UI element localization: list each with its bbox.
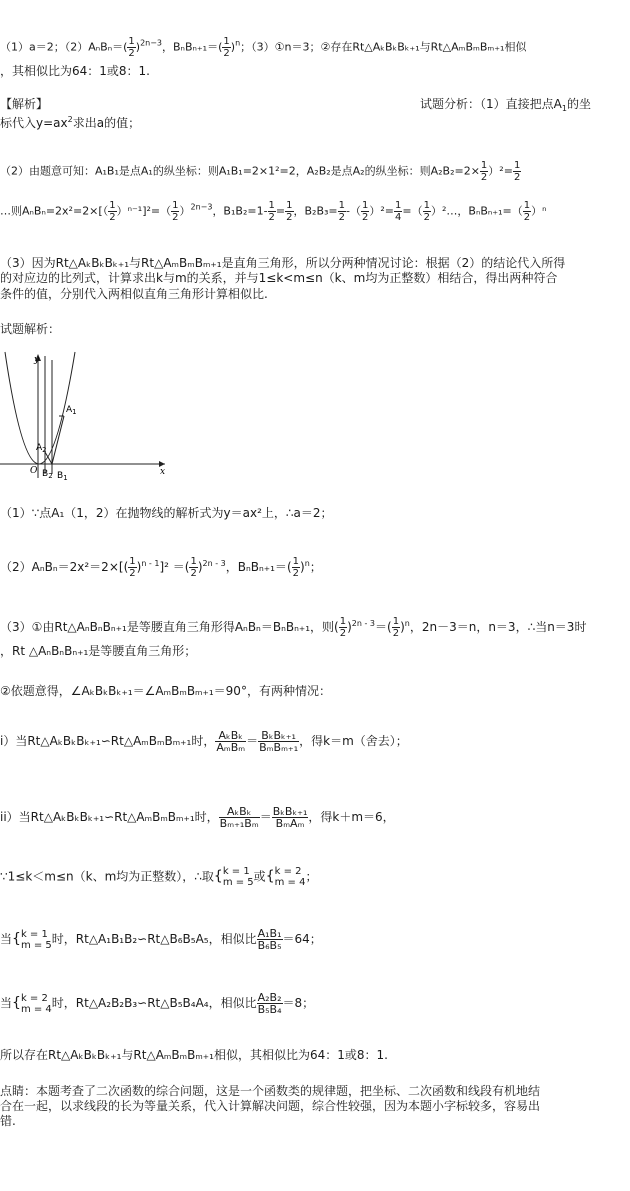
solution-step-2: （2）AₙBₙ＝2x²＝2×[( $\frac{1}{2}$ )$^{n - 1}$]² ＝( $\frac{1}{2}$ )$^{2n - 3}$，BₙBₙ₊₁＝( $\frac{1}{2}$ )$^n$； — [0, 556, 322, 579]
y-axis-label: y — [34, 355, 40, 365]
solution-step-4: ②依题意得，∠AₖBₖBₖ₊₁＝∠AₘBₘBₘ₊₁＝90°，有两种情况： — [0, 684, 331, 698]
analysis-part3-l1: （3）因为Rt△AₖBₖBₖ₊₁与Rt△AₘBₘBₘ₊₁是直角三角形，所以分两种情况讨论：根据（2）的结论代入所得 — [0, 256, 566, 270]
analysis-part2-line1: （2）由题意可知：A₁B₁是点A₁的纵坐标：则A₁B₁=2×1²=2，A₂B₂是点A₂的纵坐标：则A₂B₂=2× $\frac{1}{2}$ ）²= $\frac{1}{2}$ — [0, 160, 521, 183]
solution-step-5: i）当Rt△AₖBₖBₖ₊₁∽Rt△AₘBₘBₘ₊₁时， $\frac{\text{AₖBₖ}}{\text{AₘBₘ}}$ ＝ $\frac{\text{BₖBₖ₊₁}}{\text{BₘBₘ₊₁}}$ ，得k＝m（舍去）； — [0, 729, 408, 754]
comment-line-3: 错. — [0, 1114, 16, 1128]
AnBn-label: AₙBₙ — [88, 40, 113, 54]
solution-step-7: ∵1≤k＜m≤n（k、m均为正整数），∴取{ k = 1 m = 5 或{ k = 2 m = 4 ； — [0, 866, 318, 888]
label-A2: $A_2$ — [36, 443, 47, 454]
origin-label: O — [30, 466, 38, 476]
analysis-part2-line2: …则AₙBₙ=2x²=2×[（ $\frac{1}{2}$ ）ⁿ⁻¹]²=（ $\frac{1}{2}$ ）$^{2n-3}$，B₁B₂=1- $\frac{1}{2}$ = $\frac{1}{2}$ ，B₂B₃= $\frac{1}{2}$ -（ $\frac{1}{2}$ ）²= $\frac{1}{4}$ =（ $\frac{1}{2}$ ）²…，BₙBₙ₊₁=（ $\frac{1}{2}$ ）ⁿ — [0, 200, 547, 223]
answer-line-2: ，其相似比为64：1或8：1. — [0, 64, 150, 78]
label-B2: $B_2$ — [42, 469, 53, 480]
analysis-header: 【解析】 — [0, 97, 49, 111]
solution-header: 试题解析： — [0, 322, 61, 336]
solution-step-6: ii）当Rt△AₖBₖBₖ₊₁∽Rt△AₘBₘBₘ₊₁时， $\frac{\text{AₖBₖ}}{\text{Bₘ₊₁Bₘ}}$ ＝ $\frac{\text{BₖBₖ₊₁}}{\text{BₘAₘ}}$ ，得k＋m＝6， — [0, 805, 395, 830]
analysis-part3-l3: 条件的值，分别代入两相似直角三角形计算相似比. — [0, 287, 268, 301]
label-A1: $A_1$ — [66, 405, 77, 416]
comment-line-1: 点睛：本题考查了二次函数的综合问题，这是一个函数类的规律题，把坐标、二次函数和线段有机地结 — [0, 1084, 541, 1098]
analysis-part3-l2: 的对应边的比列式，计算求出k与m的关系，并与1≤k<m≤n（k、m均为正整数）相结合，得出两种符合 — [0, 271, 558, 285]
answer-part-a: （1）a＝2；（2） — [0, 40, 89, 54]
analysis-line-b: 标代入$y=ax^2$求出a的值； — [0, 115, 141, 130]
half-fraction: $\frac{1}{2}$ — [128, 36, 135, 59]
segment-a1 — [52, 416, 64, 464]
analysis-intro: 试题分析：（1）直接把点$A_1$的坐 — [420, 97, 591, 113]
solution-step-1: （1）∵点A₁（1，2）在抛物线的解析式为y＝ax²上，∴a＝2； — [0, 506, 333, 520]
solution-step-3b: ，Rt △AₙBₙBₙ₊₁是等腰直角三角形； — [0, 644, 197, 658]
exponent: 2n−3 — [140, 38, 163, 48]
comment-line-2: 合在一起，以求线段的长为等量关系，代入计算解决问题，综合性较强，因为本题小字标较多，容易出 — [0, 1099, 541, 1113]
answer-line-1: （1）a＝2；（2）AₙBₙ＝( $\frac{1}{2}$ )$^{2n-3}$，BₙBₙ₊₁＝( $\frac{1}{2}$ )$^n$；（3）①n＝3；②存在Rt△AₖBₖBₖ₊₁与Rt△AₘBₘBₘ₊₁相似 — [0, 36, 527, 59]
solution-step-8: 当{ k = 1 m = 5 时，Rt△A₁B₁B₂∽Rt△B₆B₅A₅，相似比 $\frac{\text{A₁B₁}}{\text{B₆B₅}}$ ＝64； — [0, 927, 322, 952]
solution-conclusion: 所以存在Rt△AₖBₖBₖ₊₁与Rt△AₘBₘBₘ₊₁相似，其相似比为64：1或8：1. — [0, 1048, 388, 1062]
label-B1: $B_1$ — [57, 471, 68, 480]
parabola-graph — [0, 350, 170, 480]
x-axis-label: x — [160, 467, 166, 477]
solution-step-9: 当{ k = 2 m = 4 时，Rt△A₂B₂B₃∽Rt△B₅B₄A₄，相似比 $\frac{\text{A₂B₂}}{\text{B₅B₄}}$ ＝8； — [0, 991, 315, 1016]
solution-step-3: （3）①由Rt△AₙBₙBₙ₊₁是等腰直角三角形得AₙBₙ＝BₙBₙ₊₁，则( $\frac{1}{2}$ )$^{2n - 3}$＝( $\frac{1}{2}$ )$^n$，2n－3＝n，n＝3，∴当n＝3时 — [0, 616, 587, 639]
BnBn1-label: BₙBₙ₊₁ — [173, 40, 208, 54]
